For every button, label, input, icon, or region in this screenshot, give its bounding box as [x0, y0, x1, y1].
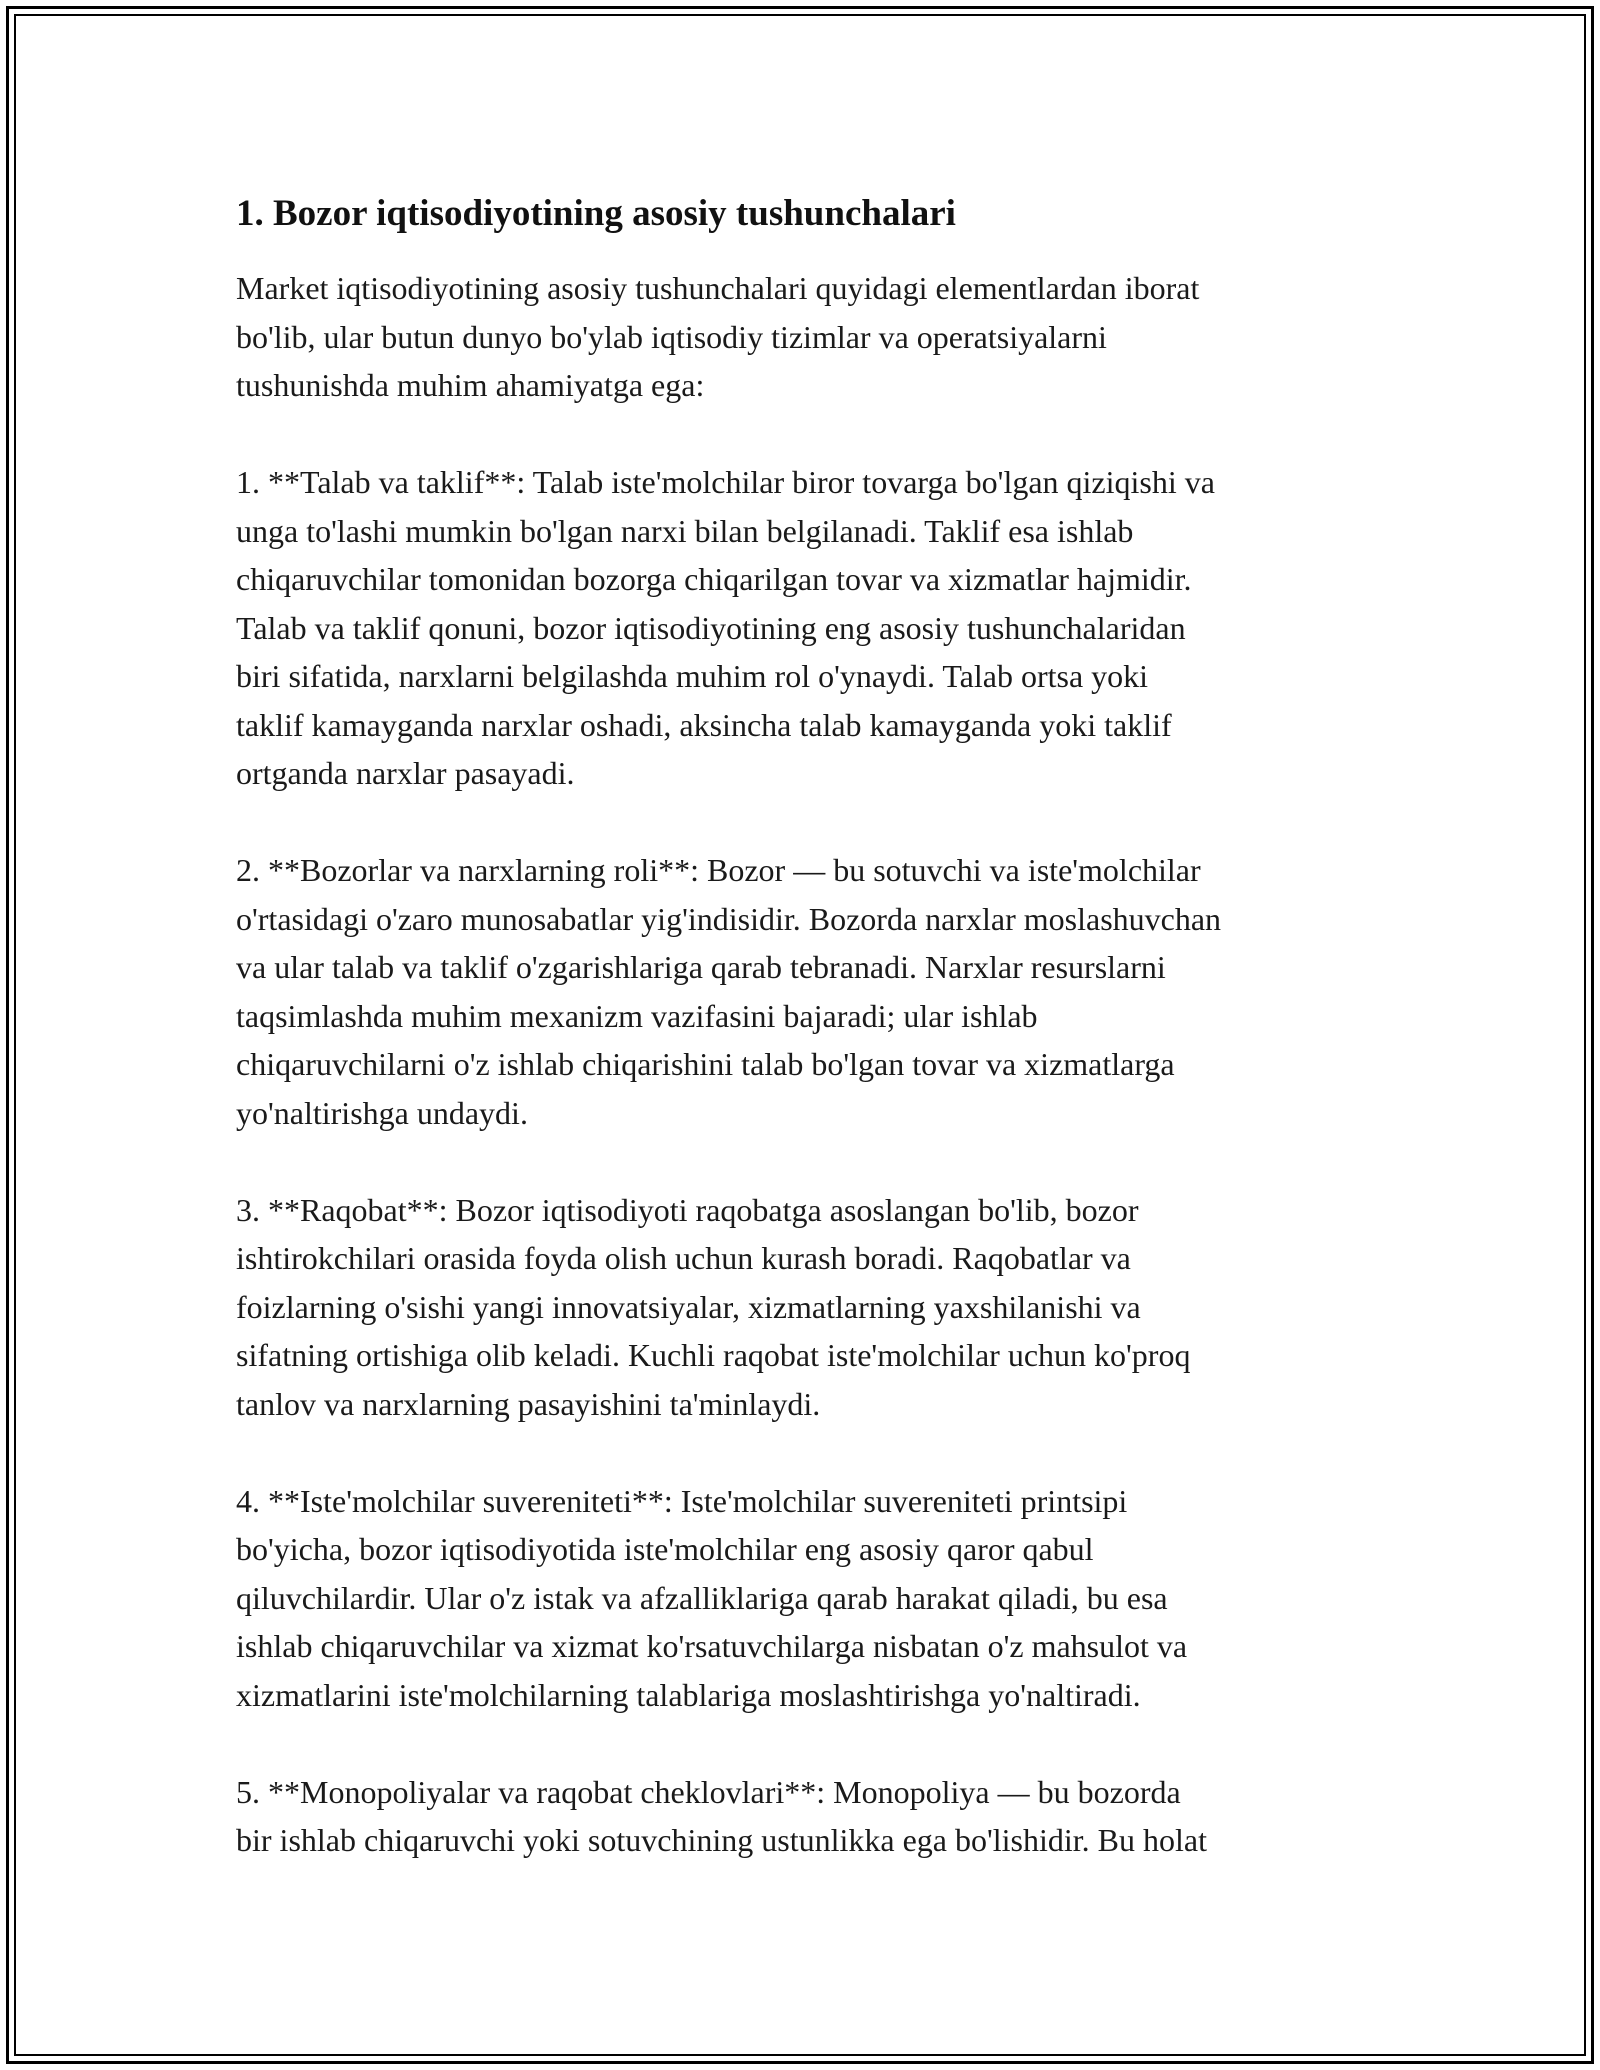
text-line: bir ishlab chiqaruvchi yoki sotuvchining ustunlikka ega bo'lishidir. Bu holat	[236, 1822, 1207, 1858]
text-line: 1. **Talab va taklif**: Talab iste'molchilar biror tovarga bo'lgan qiziqishi va	[236, 464, 1215, 500]
text-line: xizmatlarini iste'molchilarning talablariga moslashtirishga yo'naltiradi.	[236, 1676, 1141, 1713]
text-line: ishtirokchilari orasida foyda olish uchun kurash boradi. Raqobatlar va	[236, 1240, 1131, 1276]
document-body	[236, 188, 1376, 1913]
text-line: o'rtasidagi o'zaro munosabatlar yig'indisidir. Bozorda narxlar moslashuvchan	[236, 900, 1222, 937]
text-line: 5. **Monopoliyalar va raqobat cheklovlari**: Monopoliya — bu bozorda	[236, 1773, 1181, 1810]
text-line: yo'naltirishga undaydi.	[236, 1094, 528, 1131]
paragraph-talab-va-taklif	[236, 458, 1376, 798]
text-line: 2. **Bozorlar va narxlarning roli**: Bozor — bu sotuvchi va iste'molchilar	[236, 852, 1201, 888]
text-line: 3. **Raqobat**: Bozor iqtisodiyoti raqobatga asoslangan bo'lib, bozor	[236, 1191, 1139, 1228]
paragraph-raqobat	[236, 1186, 1376, 1429]
text-line: foizlarning o'sishi yangi innovatsiyalar, xizmatlarning yaxshilanishi va	[236, 1288, 1141, 1325]
text-line: tushunishda muhim ahamiyatga ega:	[236, 367, 705, 403]
text-line: Talab va taklif qonuni, bozor iqtisodiyotining eng asosiy tushunchalaridan	[236, 609, 1186, 646]
text-line: taklif kamayganda narxlar oshadi, aksincha talab kamayganda yoki taklif	[236, 706, 1172, 743]
text-line: sifatning ortishiga olib keladi. Kuchli raqobat iste'molchilar uchun ko'proq	[236, 1337, 1191, 1373]
text-line: va ular talab va taklif o'zgarishlariga qarab tebranadi. Narxlar resurslarni	[236, 949, 1166, 985]
text-line: bo'lib, ular butun dunyo bo'ylab iqtisodiy tizimlar va operatsiyalarni	[236, 318, 1107, 355]
text-line: unga to'lashi mumkin bo'lgan narxi bilan belgilanadi. Taklif esa ishlab	[236, 512, 1134, 549]
text-line: chiqaruvchilar tomonidan bozorga chiqarilgan tovar va xizmatlar hajmidir.	[236, 561, 1192, 597]
text-line: taqsimlashda muhim mexanizm vazifasini bajaradi; ular ishlab	[236, 997, 1038, 1034]
paragraph-monopoliyalar	[236, 1768, 1376, 1865]
text-line: 4. **Iste'molchilar suvereniteti**: Iste'molchilar suvereniteti printsipi	[236, 1482, 1128, 1519]
text-line: ishlab chiqaruvchilar va xizmat ko'rsatuvchilarga nisbatan o'z mahsulot va	[236, 1628, 1188, 1664]
text-line: bo'yicha, bozor iqtisodiyotida iste'molchilar eng asosiy qaror qabul	[236, 1531, 1094, 1567]
text-line: biri sifatida, narxlarni belgilashda muhim rol o'ynaydi. Talab ortsa yoki	[236, 658, 1149, 694]
text-line: ortganda narxlar pasayadi.	[236, 755, 575, 791]
text-line: qiluvchilardir. Ular o'z istak va afzalliklariga qarab harakat qiladi, bu esa	[236, 1579, 1168, 1616]
text-line: chiqaruvchilarni o'z ishlab chiqarishini talab bo'lgan tovar va xizmatlarga	[236, 1046, 1175, 1082]
paragraph-bozorlar-va-narxlar	[236, 846, 1376, 1137]
section-title: 1. Bozor iqtisodiyotining asosiy tushunchalari	[236, 193, 956, 234]
text-line: Market iqtisodiyotining asosiy tushunchalari quyidagi elementlardan iborat	[236, 270, 1200, 306]
intro-paragraph	[236, 264, 1376, 410]
paragraph-istemolchilar-suvereniteti	[236, 1477, 1376, 1720]
text-line: tanlov va narxlarning pasayishini ta'minlaydi.	[236, 1385, 821, 1422]
